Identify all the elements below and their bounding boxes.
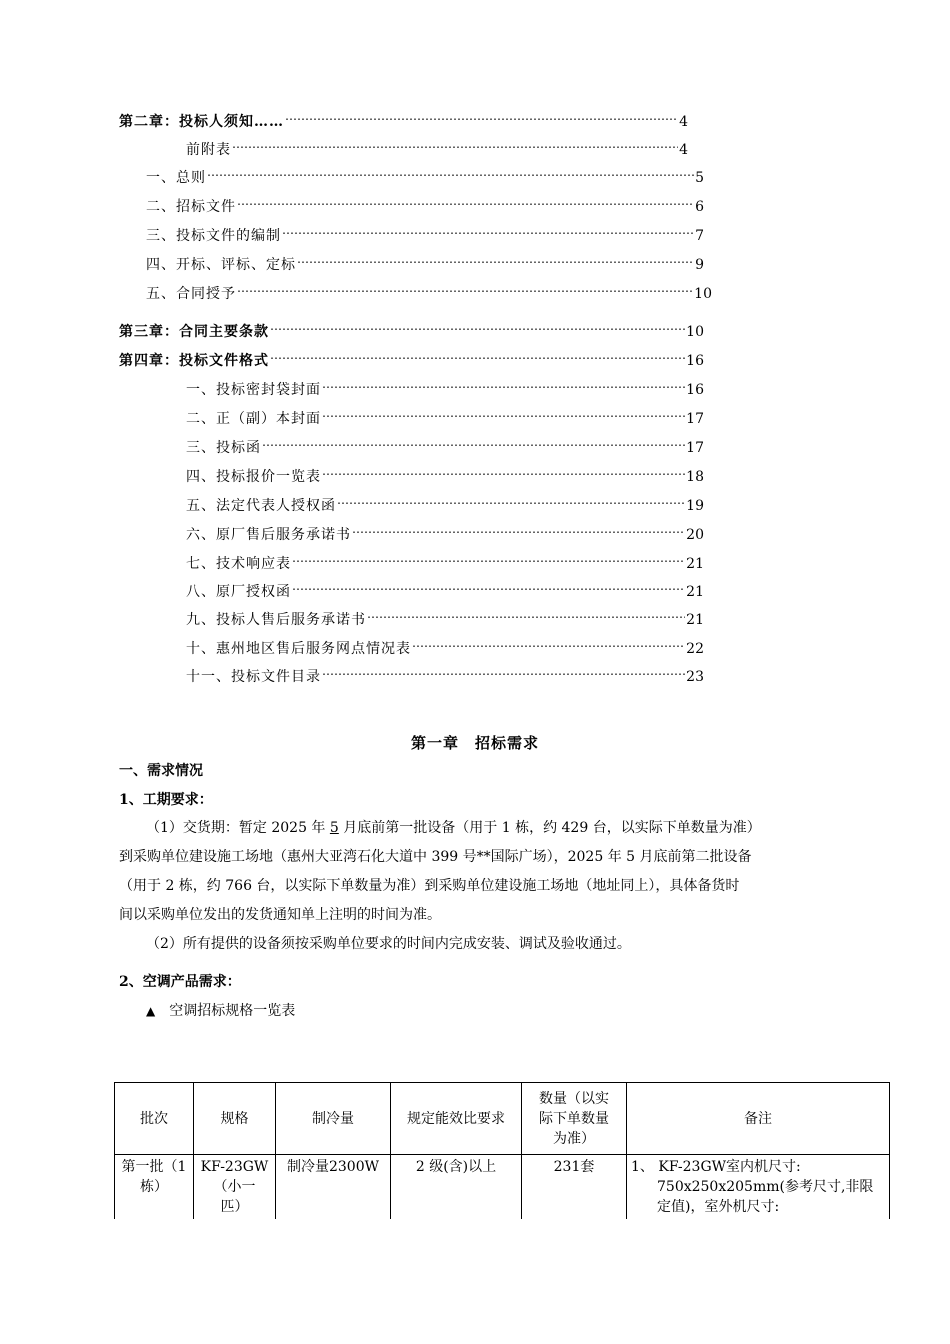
toc-entry-page: 20 [686, 527, 704, 543]
toc-leader-dots [270, 316, 685, 336]
toc-entry-label: 五、合同授予 [146, 286, 236, 302]
cell-note-line2: 750x250x205mm(参考尺寸,非限 [657, 1179, 874, 1195]
toc-entry[interactable] [146, 249, 704, 273]
toc-entry[interactable] [186, 403, 704, 427]
toc-entry-page: 6 [695, 199, 704, 215]
header-cooling: 制冷量 [276, 1083, 391, 1155]
toc-entry[interactable] [146, 191, 704, 215]
toc-entry-page: 16 [686, 382, 704, 398]
toc-leader-dots [322, 461, 685, 481]
subheading-schedule: 1、工期要求： [119, 792, 213, 808]
toc-leader-dots [322, 374, 685, 394]
cell-spec [194, 1155, 276, 1225]
toc-entry-label: 第三章：合同主要条款 [119, 324, 269, 340]
header-note: 备注 [627, 1083, 890, 1155]
toc-leader-dots [322, 403, 685, 423]
cell-note [627, 1155, 890, 1225]
delivery-month: 5 [329, 820, 339, 836]
cell-quantity: 231套 [522, 1155, 627, 1225]
toc-entry-page: 18 [686, 469, 704, 485]
bullet-item [146, 1001, 295, 1021]
toc-entry-label: 四、开标、评标、定标 [146, 257, 296, 273]
toc-entry-page: 19 [686, 498, 704, 514]
header-quantity-line2: 际下单数量 [539, 1110, 609, 1127]
toc-entry-page: 21 [686, 556, 704, 572]
paragraph-installation: （2）所有提供的设备须按采购单位要求的时间内完成安装、调试及验收通过。 [146, 936, 631, 952]
toc-entry[interactable] [146, 278, 712, 302]
chapter-title: 第一章 招标需求 [410, 734, 539, 752]
toc-entry[interactable] [119, 316, 704, 340]
toc-entry-label: 第二章：投标人须知…… [119, 114, 284, 130]
paragraph-delivery-line2: 到采购单位建设施工场地（惠州大亚湾石化大道中 399 号**国际广场），2025 年 5 月底前第二批设备 [119, 849, 752, 865]
toc-entry-page: 21 [686, 584, 704, 600]
subheading-ac-requirements: 2、空调产品需求： [119, 974, 241, 990]
cell-spec-line3: 匹） [220, 1199, 249, 1215]
toc-entry[interactable] [186, 548, 704, 572]
triangle-bullet-icon: ▲ [146, 1004, 156, 1018]
header-quantity [522, 1083, 627, 1155]
toc-entry[interactable] [186, 633, 704, 657]
toc-entry-label: 第四章：投标文件格式 [119, 353, 269, 369]
toc-leader-dots [367, 604, 685, 624]
toc-entry[interactable] [186, 490, 704, 514]
toc-leader-dots [270, 345, 685, 365]
toc-entry-page: 5 [695, 170, 704, 186]
toc-leader-dots [322, 661, 685, 681]
cell-spec-line2: （小一 [213, 1179, 256, 1195]
toc-entry-page: 22 [686, 641, 704, 657]
toc-entry[interactable] [186, 461, 704, 485]
toc-entry[interactable] [186, 604, 704, 628]
delivery-text-b: 月底前第一批设备（用于 1 栋，约 429 台，以实际下单数量为准） [338, 820, 761, 836]
toc-entry-label: 五、法定代表人授权函 [186, 498, 336, 514]
toc-entry-page: 16 [686, 353, 704, 369]
toc-entry-page: 4 [679, 142, 688, 158]
toc-entry-page: 17 [686, 411, 704, 427]
toc-entry-label: 八、原厂授权函 [186, 584, 291, 600]
paragraph-delivery-line4: 间以采购单位发出的发货通知单上注明的时间为准。 [119, 907, 441, 923]
toc-leader-dots [237, 191, 694, 211]
toc-entry[interactable] [146, 220, 704, 244]
section-heading-demand: 一、需求情况 [119, 763, 203, 779]
header-spec: 规格 [194, 1083, 276, 1155]
toc-entry-page: 10 [694, 286, 712, 302]
toc-entry[interactable] [186, 134, 688, 158]
cell-batch-line2: 栋） [140, 1179, 168, 1195]
toc-entry-label: 二、正（副）本封面 [186, 411, 321, 427]
cell-note-line1: 1、 KF-23GW室内机尺寸: [631, 1159, 801, 1175]
toc-entry[interactable] [186, 576, 704, 600]
paragraph-delivery-line1 [146, 818, 761, 838]
toc-entry-label: 一、投标密封袋封面 [186, 382, 321, 398]
delivery-text-a: （1）交货期：暂定 2025 年 [146, 820, 330, 836]
toc-entry-label: 二、招标文件 [146, 199, 236, 215]
spec-table [114, 1082, 890, 1225]
toc-entry-label: 六、原厂售后服务承诺书 [186, 527, 351, 543]
toc-entry[interactable] [186, 432, 704, 456]
header-quantity-line1: 数量（以实 [539, 1090, 609, 1107]
toc-entry-page: 4 [679, 114, 688, 130]
toc-entry-label: 一、总则 [146, 170, 206, 186]
cell-note-line3: 定值)，室外机尺寸: [657, 1199, 780, 1215]
header-quantity-line3: 为准） [553, 1130, 595, 1147]
toc-leader-dots [285, 106, 678, 126]
toc-entry-label: 四、投标报价一览表 [186, 469, 321, 485]
table-header-row [115, 1083, 890, 1155]
page-cut-mask [0, 1219, 950, 1344]
toc-entry-label: 九、投标人售后服务承诺书 [186, 612, 366, 628]
toc-entry-label: 十一、投标文件目录 [186, 669, 321, 685]
toc-entry[interactable] [186, 374, 704, 398]
header-batch: 批次 [115, 1083, 194, 1155]
bullet-text: 空调招标规格一览表 [169, 1003, 296, 1019]
toc-entry-page: 23 [686, 669, 704, 685]
paragraph-delivery-line3: （用于 2 栋，约 766 台，以实际下单数量为准）到采购单位建设施工场地（地址同上），具体备货时 [119, 878, 740, 894]
toc-leader-dots [412, 633, 685, 653]
toc-entry-label: 前附表 [186, 142, 231, 158]
toc-leader-dots [292, 548, 685, 568]
cell-batch [115, 1155, 194, 1225]
toc-entry-label: 十、惠州地区售后服务网点情况表 [186, 641, 411, 657]
cell-batch-line1: 第一批（1 [121, 1159, 187, 1175]
toc-leader-dots [352, 519, 685, 539]
cell-efficiency: 2 级(含)以上 [391, 1155, 522, 1225]
toc-entry[interactable] [119, 106, 688, 130]
table-row [115, 1155, 890, 1225]
toc-entry[interactable] [186, 519, 704, 543]
header-efficiency: 规定能效比要求 [391, 1083, 522, 1155]
toc-entry[interactable] [119, 345, 704, 369]
toc-entry-page: 10 [686, 324, 704, 340]
toc-leader-dots [337, 490, 685, 510]
toc-leader-dots [282, 220, 694, 240]
cell-cooling: 制冷量2300W [276, 1155, 391, 1225]
toc-leader-dots [297, 249, 694, 269]
toc-entry-page: 17 [686, 440, 704, 456]
toc-entry-label: 三、投标函 [186, 440, 261, 456]
toc-leader-dots [207, 162, 694, 182]
cell-spec-line1: KF-23GW [200, 1159, 269, 1175]
toc-leader-dots [232, 134, 678, 154]
toc-leader-dots [292, 576, 685, 596]
toc-leader-dots [237, 278, 693, 298]
toc-entry-page: 21 [686, 612, 704, 628]
toc-entry[interactable] [186, 661, 704, 685]
toc-entry-page: 9 [695, 257, 704, 273]
toc-entry[interactable] [146, 162, 704, 186]
toc-entry-page: 7 [695, 228, 704, 244]
toc-entry-label: 七、技术响应表 [186, 556, 291, 572]
toc-entry-label: 三、投标文件的编制 [146, 228, 281, 244]
toc-leader-dots [262, 432, 685, 452]
